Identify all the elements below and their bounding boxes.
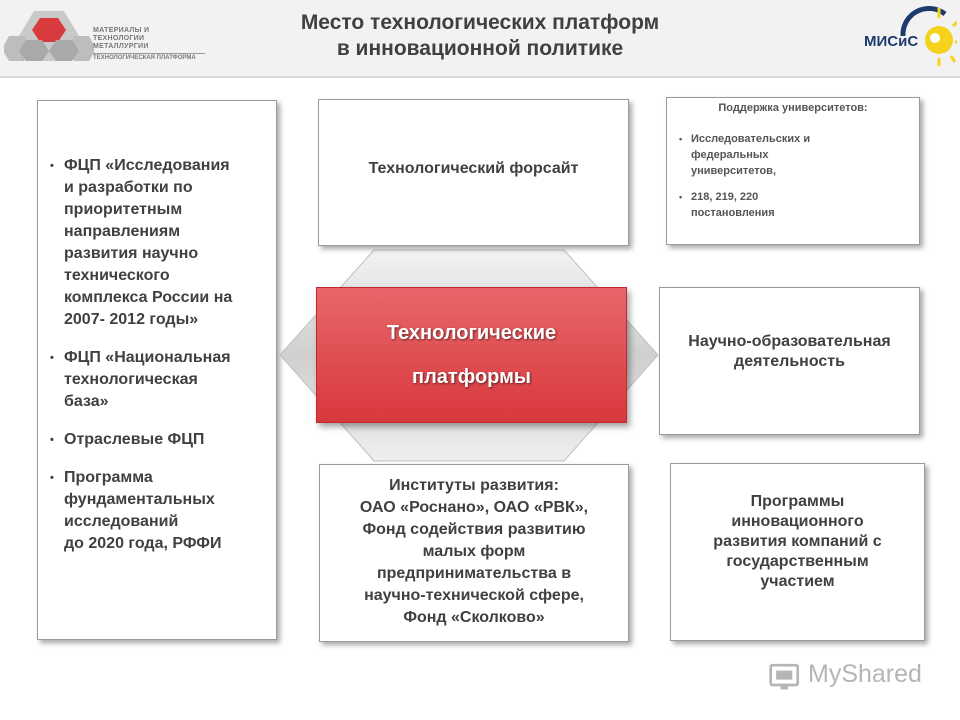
list-item-line: федеральных — [691, 149, 769, 161]
education-line-2: деятельность — [734, 353, 845, 370]
list-item-line: постановления — [691, 207, 775, 219]
center-line-2: платформы — [412, 366, 531, 388]
programs-line: инновационного — [731, 513, 864, 530]
list-item-line: фундаментальных — [64, 491, 215, 508]
list-item-line: технологическая — [64, 371, 198, 388]
programs-line: участием — [760, 573, 835, 590]
institutes-line: Фонд содействия развитию — [362, 521, 586, 538]
list-item-line: развития научно — [64, 245, 199, 262]
list-item-line: комплекса России на — [64, 289, 233, 306]
institutes-line: ОАО «Роснано», ОАО «РВК», — [359, 499, 589, 516]
list-item-line: база» — [64, 393, 109, 410]
list-item-line: • ФЦП «Исследования — [64, 157, 230, 174]
title-line-1: Место технологических платформ — [300, 11, 660, 34]
education-box — [659, 287, 920, 435]
federal-programs-box — [37, 100, 277, 640]
education-line-1: Научно-образовательная — [688, 333, 891, 350]
list-item-line: до 2020 года, РФФИ — [64, 535, 222, 552]
education-label — [688, 332, 890, 372]
programs-line: развития компаний с — [713, 533, 882, 550]
list-item-line: исследований — [64, 513, 179, 530]
programs-label — [713, 492, 881, 592]
list-item — [46, 155, 266, 331]
list-item-line: • Программа — [64, 469, 153, 486]
misis-logo-icon — [895, 2, 957, 68]
logo-line-1: МАТЕРИАЛЫ И — [93, 27, 150, 34]
institutes-line: Институты развития: — [389, 477, 559, 494]
foresight-label: Технологический форсайт — [368, 159, 579, 177]
universities-box — [666, 97, 920, 245]
technology-platforms-box — [316, 287, 627, 423]
list-item-line: направлениям — [64, 223, 181, 240]
logo-line-3: МЕТАЛЛУРГИИ — [93, 43, 149, 50]
institutes-line: малых форм — [422, 543, 526, 560]
list-item — [46, 467, 266, 555]
logo-line-2: ТЕХНОЛОГИИ — [93, 35, 145, 42]
myshared-logo-icon — [768, 658, 804, 694]
universities-title: Поддержка университетов: — [718, 102, 868, 114]
institutes-line: предпринимательства в — [376, 565, 572, 582]
logo-left-text — [93, 27, 149, 51]
federal-programs-list — [46, 155, 266, 555]
institutes-line: Фонд «Сколково» — [403, 609, 545, 626]
hexagon-logo-icon — [4, 10, 94, 62]
logo-left-subtitle: ТЕХНОЛОГИЧЕСКАЯ ПЛАТФОРМА — [93, 53, 205, 61]
foresight-box — [318, 99, 629, 246]
list-item-line: 2007- 2012 годы» — [64, 311, 199, 328]
list-item-line: университетов, — [691, 165, 776, 177]
list-item-line: приоритетным — [64, 201, 183, 218]
programs-box — [670, 463, 925, 641]
institutes-line: научно-технической сфере, — [364, 587, 584, 604]
programs-line: государственным — [726, 553, 869, 570]
watermark-text: MyShared — [808, 660, 922, 688]
programs-line: Программы — [750, 493, 845, 510]
list-item-line: и разработки по — [64, 179, 193, 196]
list-item-line: • Отраслевые ФЦП — [64, 431, 205, 448]
list-item — [46, 347, 266, 413]
institutes-box — [319, 464, 629, 642]
misis-logo-text: МИСиС — [864, 33, 919, 50]
header-divider — [0, 76, 960, 78]
title-line-2: в инновационной политике — [336, 37, 624, 60]
page-title — [230, 10, 730, 62]
list-item — [677, 189, 909, 221]
list-item — [46, 429, 266, 451]
list-item-line: • Исследовательских и — [691, 133, 811, 145]
list-item-line: • 218, 219, 220 — [691, 191, 759, 203]
list-item-line: технического — [64, 267, 170, 284]
universities-list — [677, 131, 909, 221]
list-item-line: • ФЦП «Национальная — [64, 349, 231, 366]
center-line-1: Технологические — [386, 322, 557, 344]
list-item — [677, 131, 909, 179]
